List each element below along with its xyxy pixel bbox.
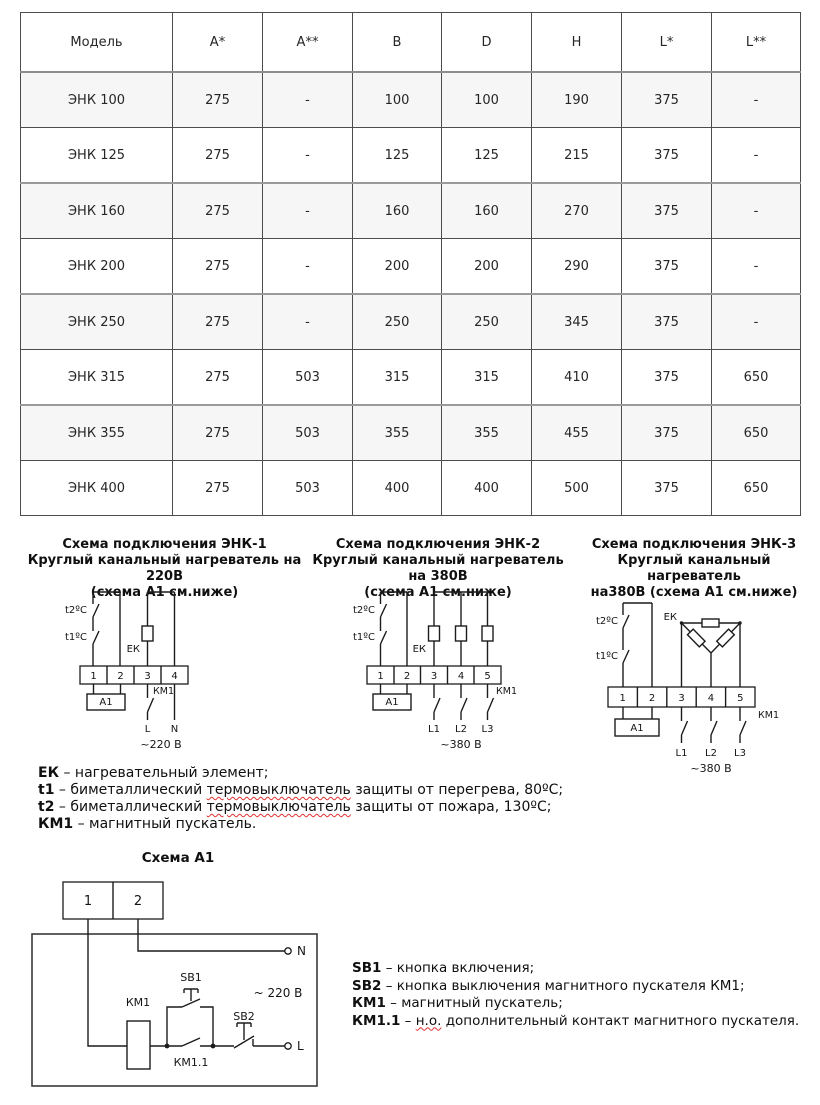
sb1-button bbox=[182, 989, 200, 1007]
table-cell: 200 bbox=[353, 239, 442, 295]
ek-label: ЕК bbox=[663, 612, 677, 623]
table-cell: 100 bbox=[442, 72, 532, 128]
legend-key: SB2 bbox=[352, 977, 382, 994]
t2-label: t2ºС bbox=[353, 605, 375, 616]
legend-key: ЕК bbox=[38, 765, 60, 781]
col-header-l2: L** bbox=[712, 13, 801, 73]
thermal-contact-blades bbox=[381, 604, 387, 644]
table-cell: 250 bbox=[442, 294, 532, 350]
wiring-diagram-enk2 bbox=[330, 588, 560, 760]
neutral-terminal bbox=[285, 948, 291, 954]
phase-label: L3 bbox=[481, 724, 494, 735]
table-cell: 410 bbox=[532, 350, 622, 406]
phase-label: L2 bbox=[455, 724, 467, 735]
table-cell: 455 bbox=[532, 405, 622, 461]
table-cell: 500 bbox=[532, 461, 622, 516]
heater-element-symbol bbox=[482, 626, 493, 641]
legend-item: КМ1 – магнитный пускатель; bbox=[352, 995, 563, 1011]
phase-label: L bbox=[144, 724, 151, 735]
terminal-number: 4 bbox=[707, 693, 715, 704]
table-row bbox=[21, 350, 801, 406]
schema-a1-title: Схема А1 bbox=[141, 850, 215, 866]
col-header-a2: A** bbox=[263, 13, 353, 73]
t1-label: t1ºС bbox=[353, 632, 375, 643]
table-cell: 375 bbox=[622, 461, 712, 516]
table-cell: - bbox=[712, 72, 801, 128]
table-cell: 275 bbox=[173, 294, 263, 350]
phase-label: L2 bbox=[705, 748, 717, 759]
table-cell: - bbox=[712, 294, 801, 350]
t2-label: t2ºС bbox=[65, 605, 87, 616]
table-cell: 275 bbox=[173, 72, 263, 128]
km1-label: КМ1 bbox=[758, 710, 779, 721]
table-cell: 650 bbox=[712, 461, 801, 516]
heater-element-symbol bbox=[687, 629, 705, 647]
table-cell: ЭНК 160 bbox=[21, 183, 173, 239]
a1-legend bbox=[352, 960, 817, 1030]
table-cell: 215 bbox=[532, 128, 622, 184]
junction-dot bbox=[211, 1044, 216, 1049]
table-cell: 190 bbox=[532, 72, 622, 128]
col-header-d: D bbox=[442, 13, 532, 73]
legend-item: КМ1 – магнитный пускатель. bbox=[38, 816, 257, 832]
table-cell: ЭНК 250 bbox=[21, 294, 173, 350]
table-header-row bbox=[21, 13, 801, 73]
table-cell: 345 bbox=[532, 294, 622, 350]
sb1-label: SB1 bbox=[180, 971, 202, 984]
table-cell: 125 bbox=[442, 128, 532, 184]
thermal-switch-loop bbox=[381, 592, 408, 666]
title-line: (схема А1 см.ниже) bbox=[90, 585, 239, 600]
legend-item: SB1 – кнопка включения; bbox=[352, 960, 535, 976]
table-cell: ЭНК 100 bbox=[21, 72, 173, 128]
table-cell: 503 bbox=[263, 405, 353, 461]
delta-heater bbox=[680, 619, 742, 687]
terminal-number: 4 bbox=[171, 671, 178, 682]
km1-label: КМ1 bbox=[496, 686, 517, 697]
table-cell: ЭНК 200 bbox=[21, 239, 173, 295]
table-cell: 650 bbox=[712, 350, 801, 406]
col-header-b: B bbox=[353, 13, 442, 73]
terminal-number: 1 bbox=[377, 671, 384, 682]
table-row bbox=[21, 183, 801, 239]
table-cell: 315 bbox=[442, 350, 532, 406]
wiring-diagram-enk3 bbox=[578, 588, 820, 793]
table-cell: 275 bbox=[173, 461, 263, 516]
km1-label: КМ1 bbox=[125, 996, 151, 1009]
voltage-label: ~380 В bbox=[690, 762, 732, 775]
terminal-number: 2 bbox=[133, 894, 143, 909]
table-cell: 275 bbox=[173, 350, 263, 406]
t2-label: t2ºС bbox=[596, 616, 618, 627]
terminal-number: 3 bbox=[144, 671, 151, 682]
table-cell: - bbox=[263, 72, 353, 128]
a1-label: А1 bbox=[385, 697, 399, 708]
table-cell: 270 bbox=[532, 183, 622, 239]
table-row bbox=[21, 405, 801, 461]
legend-key: КМ1 bbox=[352, 995, 386, 1011]
t1-label: t1ºС bbox=[596, 651, 618, 662]
title-line: (схема А1 см.ниже) bbox=[364, 585, 512, 600]
legend-key: SB1 bbox=[352, 960, 382, 976]
table-cell: - bbox=[263, 294, 353, 350]
neutral-label: N bbox=[297, 944, 306, 958]
legend-key: t2 bbox=[38, 799, 55, 815]
voltage-label: ~ 220 В bbox=[253, 986, 303, 1000]
terminal-number: 5 bbox=[484, 671, 491, 682]
phase-label: L3 bbox=[734, 748, 746, 759]
table-cell: - bbox=[712, 239, 801, 295]
thermal-contact-blades bbox=[93, 604, 99, 644]
phase-terminal bbox=[285, 1043, 291, 1049]
heater-loop bbox=[142, 592, 175, 666]
legend-item: ЕК – нагревательный элемент; bbox=[38, 765, 269, 781]
km1-contacts bbox=[434, 684, 494, 720]
table-cell: 503 bbox=[263, 350, 353, 406]
table-cell: 275 bbox=[173, 239, 263, 295]
legend-item: SB2 – кнопка выключения магнитного пускателя КМ1; bbox=[352, 977, 745, 994]
sb2-button bbox=[234, 1023, 254, 1048]
heater-element-symbol bbox=[456, 626, 467, 641]
terminal-number: 2 bbox=[648, 693, 656, 704]
table-cell: ЭНК 315 bbox=[21, 350, 173, 406]
phase-label: L1 bbox=[428, 724, 440, 735]
title-line: Круглый канальный нагреватель bbox=[617, 553, 771, 584]
col-header-model: Модель bbox=[21, 13, 173, 73]
legend-key: КМ1 bbox=[38, 816, 74, 832]
legend-item: t1 – биметаллический термовыключатель защиты от перегрева, 80ºС; bbox=[38, 782, 564, 798]
phase-label: L bbox=[297, 1039, 304, 1053]
table-cell: 400 bbox=[353, 461, 442, 516]
table-cell: 375 bbox=[622, 239, 712, 295]
table-cell: 375 bbox=[622, 405, 712, 461]
terminal-number: 2 bbox=[403, 671, 411, 682]
table-row bbox=[21, 72, 801, 128]
table-cell: 290 bbox=[532, 239, 622, 295]
table-cell: 200 bbox=[442, 239, 532, 295]
t1-label: t1ºС bbox=[65, 632, 87, 643]
table-cell: 503 bbox=[263, 461, 353, 516]
schema-a1-circuit bbox=[20, 874, 340, 1098]
title-line: на380В (схема А1 см.ниже) bbox=[590, 585, 798, 600]
voltage-label: ~380 В bbox=[440, 738, 482, 751]
terminal-number: 2 bbox=[117, 671, 124, 682]
table-cell: - bbox=[712, 183, 801, 239]
terminal-number: 1 bbox=[83, 894, 93, 909]
thermal-switch-loop bbox=[93, 592, 120, 666]
heater-element-symbol bbox=[142, 626, 153, 641]
heater-loops bbox=[429, 592, 494, 666]
km1-coil bbox=[127, 1021, 150, 1069]
legend-item: t2 – биметаллический термовыключатель защиты от пожара, 130ºС; bbox=[38, 799, 552, 815]
table-row bbox=[21, 239, 801, 295]
table-cell: - bbox=[263, 183, 353, 239]
terminal-number: 3 bbox=[678, 693, 685, 704]
heater-legend bbox=[38, 765, 564, 833]
title-line: Схема подключения ЭНК-1 bbox=[62, 537, 267, 552]
table-cell: 375 bbox=[622, 128, 712, 184]
title-line: Схема подключения ЭНК-2 bbox=[335, 537, 541, 552]
a1-label: А1 bbox=[99, 697, 113, 708]
table-cell: ЭНК 355 bbox=[21, 405, 173, 461]
km11-label: КМ1.1 bbox=[173, 1056, 209, 1069]
table-cell: ЭНК 125 bbox=[21, 128, 173, 184]
table-cell: 355 bbox=[353, 405, 442, 461]
table-cell: 400 bbox=[442, 461, 532, 516]
table-cell: - bbox=[263, 239, 353, 295]
table-cell: 650 bbox=[712, 405, 801, 461]
table-cell: 315 bbox=[353, 350, 442, 406]
ek-label: ЕК bbox=[126, 644, 140, 655]
table-cell: 125 bbox=[353, 128, 442, 184]
table-cell: 375 bbox=[622, 183, 712, 239]
table-cell: 275 bbox=[173, 183, 263, 239]
title-line: Круглый канальный нагреватель на 220В bbox=[27, 553, 302, 584]
col-header-a1: A* bbox=[173, 13, 263, 73]
terminal-number: 1 bbox=[619, 693, 626, 704]
terminal-number: 5 bbox=[737, 693, 744, 704]
legend-key: t1 bbox=[38, 782, 55, 798]
table-cell: 160 bbox=[353, 183, 442, 239]
table-row bbox=[21, 128, 801, 184]
terminal-number: 4 bbox=[457, 671, 465, 682]
table-cell: - bbox=[712, 128, 801, 184]
terminal-number: 1 bbox=[90, 671, 97, 682]
km11-contact bbox=[182, 1038, 200, 1046]
sb2-label: SB2 bbox=[233, 1010, 255, 1023]
table-cell: 375 bbox=[622, 294, 712, 350]
km1-label: КМ1 bbox=[153, 686, 174, 697]
title-line: Схема подключения ЭНК-3 bbox=[591, 537, 797, 552]
legend-key: КМ1.1 bbox=[352, 1012, 401, 1029]
dimensions-table-wrap bbox=[20, 12, 801, 516]
thermal-switch-loop bbox=[623, 603, 652, 687]
table-cell: 250 bbox=[353, 294, 442, 350]
table-row bbox=[21, 461, 801, 516]
table-cell: 375 bbox=[622, 350, 712, 406]
neutral-label: N bbox=[170, 724, 179, 735]
table-cell: 275 bbox=[173, 128, 263, 184]
legend-item: КМ1.1 – н.о. дополнительный контакт магнитного пускателя. bbox=[352, 1012, 800, 1029]
a1-label: А1 bbox=[630, 723, 644, 734]
table-cell: 355 bbox=[442, 405, 532, 461]
table-cell: ЭНК 400 bbox=[21, 461, 173, 516]
heater-element-symbol bbox=[702, 619, 719, 627]
terminal-number: 3 bbox=[430, 671, 438, 682]
wiring-diagram-enk1 bbox=[30, 588, 290, 760]
col-header-l1: L* bbox=[622, 13, 712, 73]
voltage-label: ~220 В bbox=[140, 738, 182, 751]
km1-contacts bbox=[682, 707, 747, 743]
table-cell: - bbox=[263, 128, 353, 184]
table-cell: 275 bbox=[173, 405, 263, 461]
title-line: Круглый канальный нагреватель на 380В bbox=[312, 553, 564, 584]
heater-element-symbol bbox=[717, 629, 735, 647]
table-cell: 100 bbox=[353, 72, 442, 128]
table-cell: 160 bbox=[442, 183, 532, 239]
col-header-h: H bbox=[532, 13, 622, 73]
dimensions-table bbox=[20, 12, 801, 516]
phase-label: L1 bbox=[675, 748, 688, 759]
junction-dot bbox=[165, 1044, 170, 1049]
thermal-contact-blades bbox=[623, 615, 629, 663]
ek-label: ЕК bbox=[412, 644, 426, 655]
heater-element-symbol bbox=[429, 626, 440, 641]
table-cell: 375 bbox=[622, 72, 712, 128]
table-row bbox=[21, 294, 801, 350]
